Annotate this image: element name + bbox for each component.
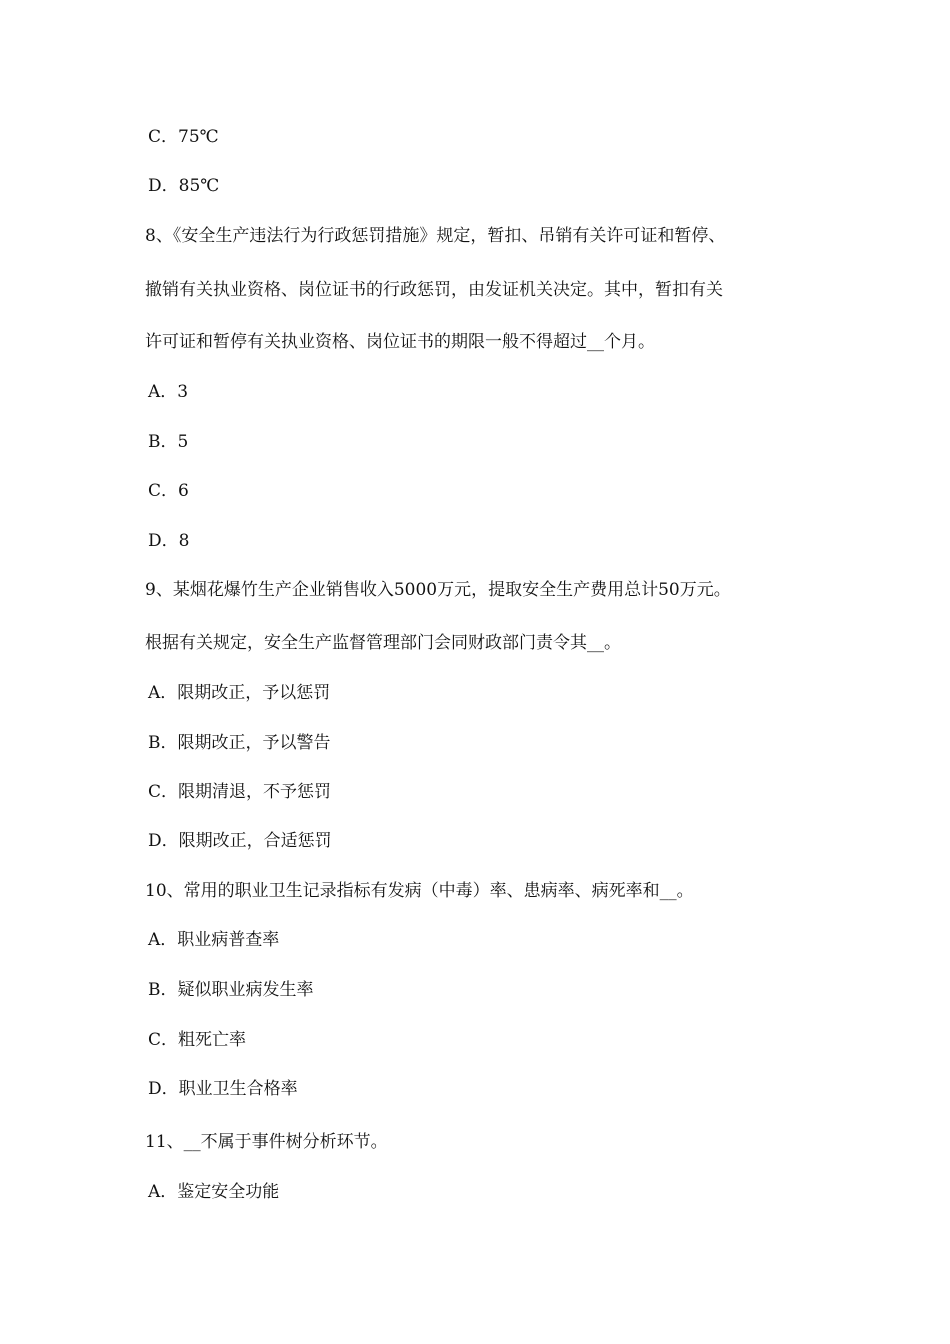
option-c: C．75℃ (148, 127, 219, 147)
question-11-option-a: A．鉴定安全功能 (148, 1182, 280, 1202)
question-10-option-c: C．粗死亡率 (148, 1030, 247, 1050)
question-8-option-a: A．3 (148, 382, 189, 402)
question-8-line-1: 8、《安全生产违法行为行政惩罚措施》规定，暂扣、吊销有关许可证和暂停、 (145, 226, 726, 246)
question-8-option-b: B．5 (148, 432, 189, 452)
question-9-line-2: 根据有关规定，安全生产监督管理部门会同财政部门责令其__。 (145, 633, 621, 653)
question-10-option-b: B．疑似职业病发生率 (148, 980, 314, 1000)
question-9-line-1: 9、某烟花爆竹生产企业销售收入5000万元，提取安全生产费用总计50万元。 (145, 580, 731, 600)
question-9-option-b: B．限期改正，予以警告 (148, 733, 331, 753)
question-8-line-2: 撤销有关执业资格、岗位证书的行政惩罚，由发证机关决定。其中，暂扣有关 (145, 280, 723, 300)
question-8-line-3: 许可证和暂停有关执业资格、岗位证书的期限一般不得超过__个月。 (145, 332, 655, 352)
question-9-option-a: A．限期改正，予以惩罚 (148, 683, 331, 703)
question-9-option-c: C．限期清退，不予惩罚 (148, 782, 332, 802)
question-8-option-c: C．6 (148, 481, 189, 501)
question-11-line-1: 11、__不属于事件树分析环节。 (145, 1132, 388, 1152)
question-8-option-d: D．8 (148, 531, 190, 551)
question-10-line-1: 10、常用的职业卫生记录指标有发病（中毒）率、患病率、病死率和__。 (145, 881, 694, 901)
option-d: D．85℃ (148, 176, 220, 196)
question-10-option-a: A．职业病普查率 (148, 930, 280, 950)
question-10-option-d: D．职业卫生合格率 (148, 1079, 298, 1099)
question-9-option-d: D．限期改正，合适惩罚 (148, 831, 332, 851)
